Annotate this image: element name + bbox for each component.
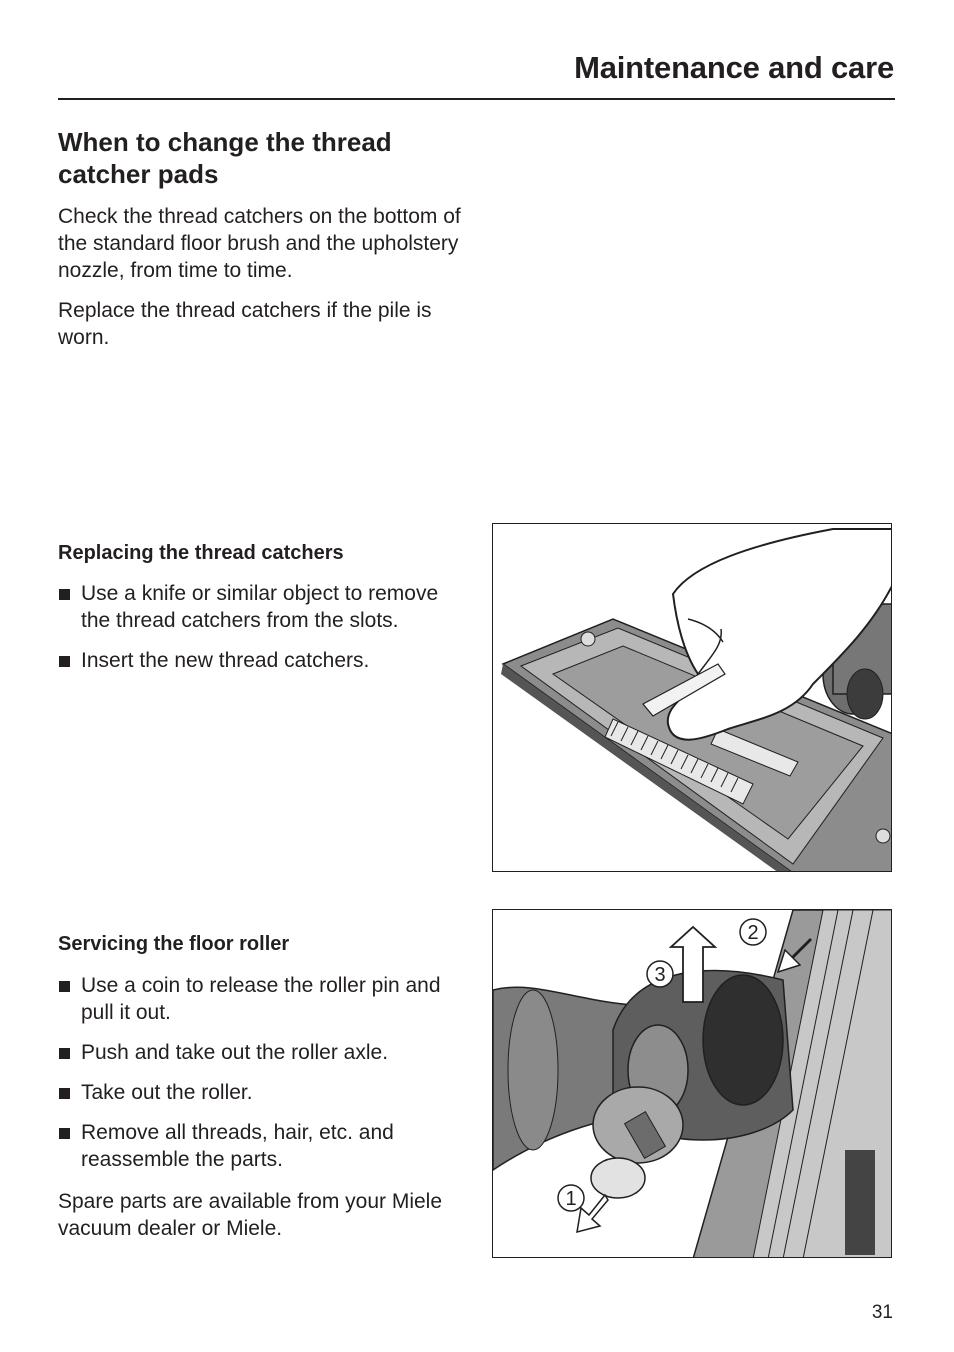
page-header-title: Maintenance and care <box>574 50 894 85</box>
subheading-replacing-thread-catchers: Replacing the thread catchers <box>58 542 344 564</box>
section-title: When to change the thread catcher pads <box>58 127 392 189</box>
bullet-square-icon <box>59 981 70 992</box>
paragraph-check-thread-catchers: Check the thread catchers on the bottom of the standard floor brush and the upholstery nozzle, from time to time. <box>58 205 461 282</box>
list-item-text: Remove all threads, hair, etc. and reassemble the parts. <box>81 1121 394 1171</box>
list-item-text: Insert the new thread catchers. <box>81 649 370 672</box>
list-item <box>58 647 468 674</box>
servicing-steps-list <box>58 972 468 1186</box>
list-item <box>58 580 468 634</box>
bullet-square-icon <box>59 1128 70 1139</box>
bullet-square-icon <box>59 1088 70 1099</box>
bullet-square-icon <box>59 589 70 600</box>
hand-removing-thread-catcher-illustration <box>493 524 892 872</box>
bullet-square-icon <box>59 1048 70 1059</box>
list-item-text: Take out the roller. <box>81 1081 253 1104</box>
step-label-1-text: 1 <box>565 1188 577 1210</box>
figure-floor-roller-servicing <box>492 909 892 1258</box>
list-item-text: Push and take out the roller axle. <box>81 1041 389 1064</box>
step-label-2-text: 2 <box>747 922 759 944</box>
paragraph-replace-if-worn: Replace the thread catchers if the pile is worn. <box>58 299 432 349</box>
step-label-2 <box>740 919 766 945</box>
step-label-1 <box>558 1185 584 1211</box>
bullet-square-icon <box>59 656 70 667</box>
list-item-text: Use a knife or similar object to remove the thread catchers from the slots. <box>81 582 439 632</box>
spare-parts-note: Spare parts are available from your Miele vacuum dealer or Miele. <box>58 1190 443 1240</box>
list-item <box>58 1039 468 1066</box>
list-item <box>58 1119 468 1173</box>
step-label-3 <box>647 961 673 987</box>
step-label-3-text: 3 <box>654 964 666 986</box>
list-item-text: Use a coin to release the roller pin and pull it out. <box>81 974 441 1024</box>
list-item <box>58 1079 468 1106</box>
list-item <box>58 972 468 1026</box>
subheading-servicing-floor-roller: Servicing the floor roller <box>58 933 290 955</box>
page-number: 31 <box>871 1302 893 1323</box>
figure-thread-catcher-replacement <box>492 523 892 872</box>
header-rule <box>58 98 895 100</box>
replacing-steps-list <box>58 580 468 687</box>
floor-roller-illustration <box>493 910 892 1258</box>
